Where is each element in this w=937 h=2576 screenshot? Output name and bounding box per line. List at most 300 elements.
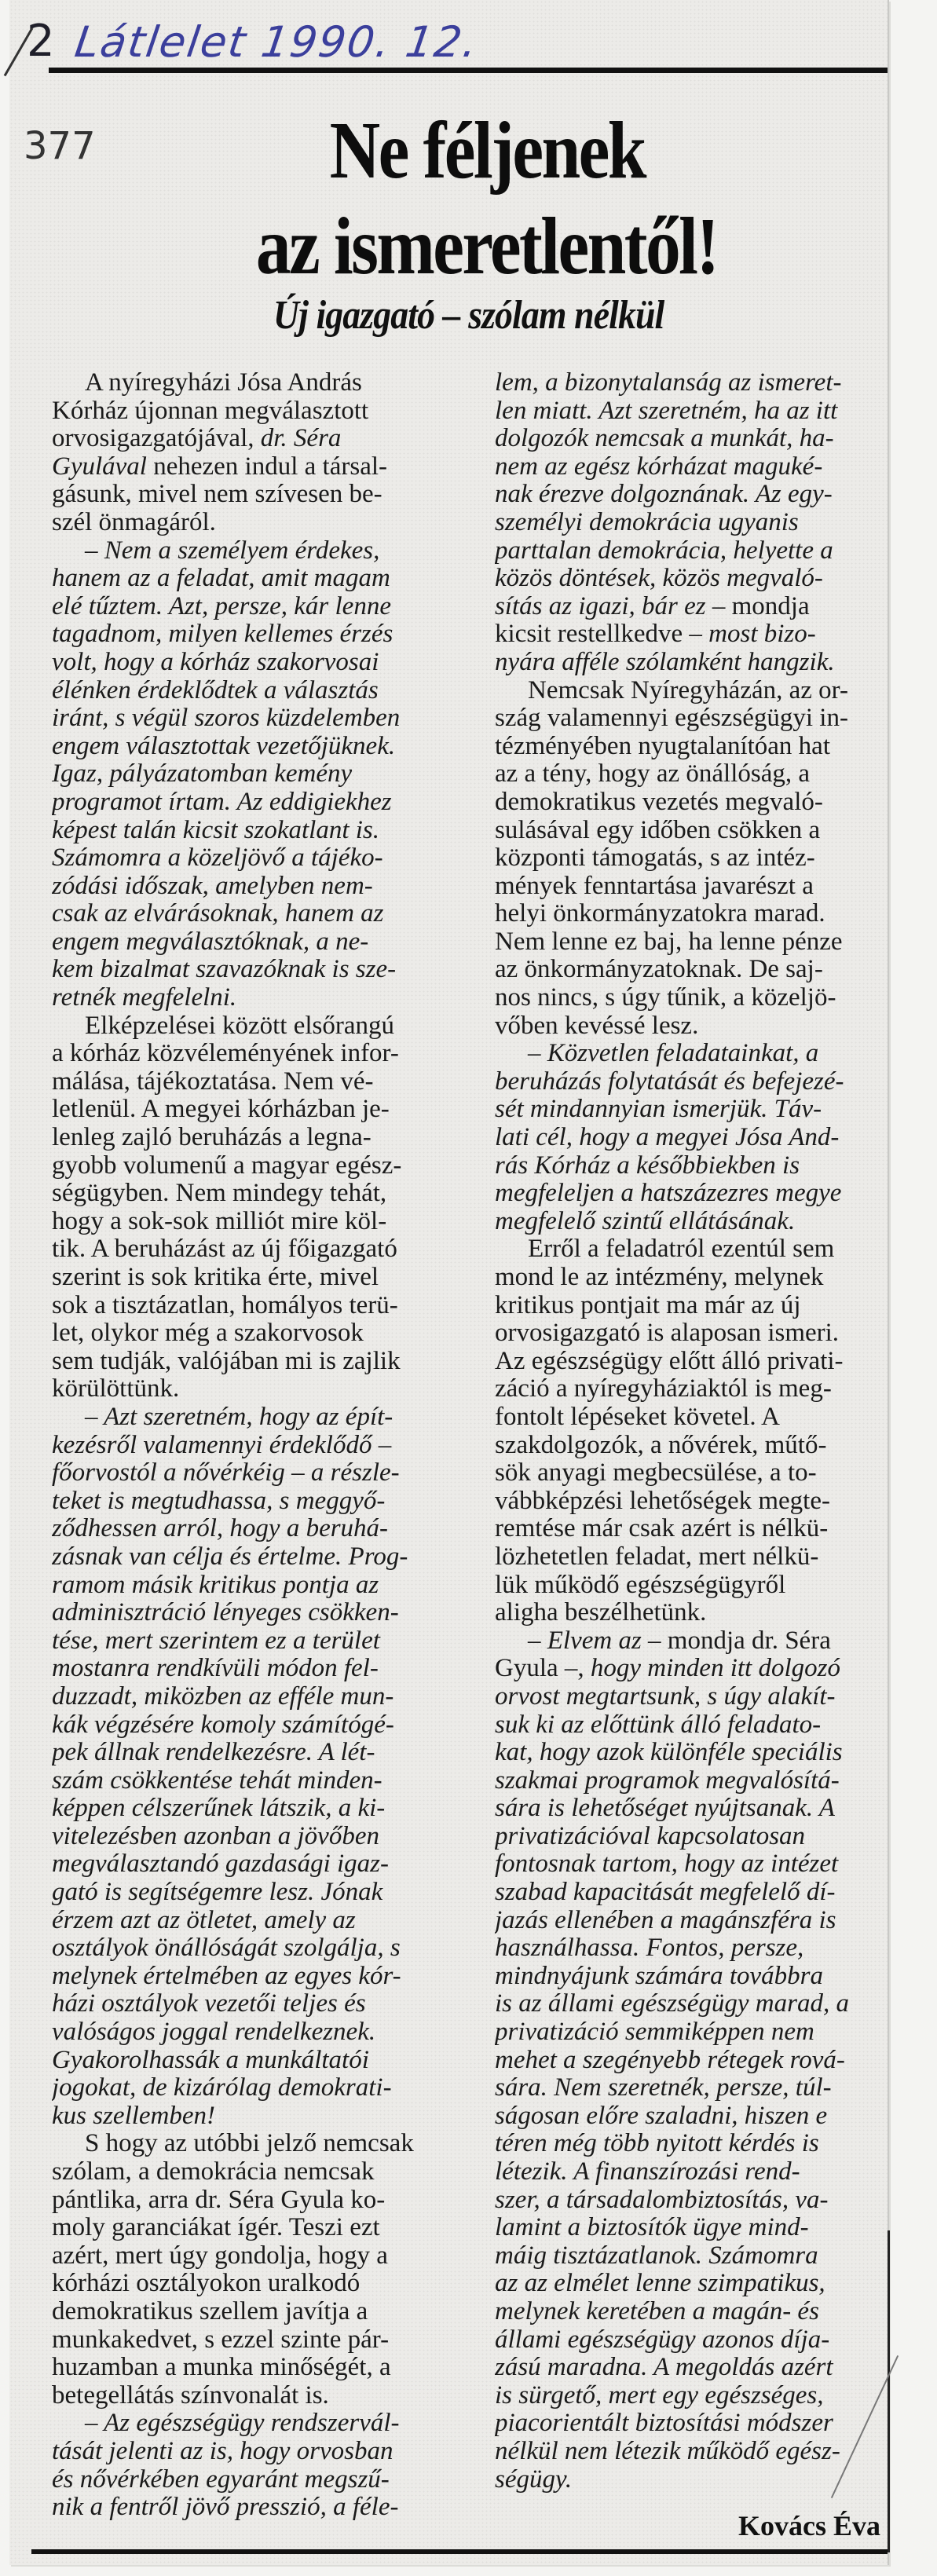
article-line-text: [52, 1963, 452, 1991]
article-line-text: [85, 369, 452, 397]
body-text: Az egészségügy előtt álló privati-: [495, 1347, 844, 1375]
article-line: [52, 1599, 452, 1627]
article-line-text: [528, 1235, 884, 1264]
body-text: tézményében nyugtalanítóan hat: [495, 732, 831, 760]
article-line-text: [85, 537, 452, 565]
italic-quote-text: képpen célszerűnek látszik, a ki-: [52, 1795, 386, 1823]
headline-line-2-wrap: [134, 201, 840, 291]
article-line: [495, 1515, 884, 1543]
article-line: [52, 2242, 452, 2270]
article-line-text: [52, 453, 452, 481]
article-line: [52, 1683, 452, 1711]
italic-quote-text: mostanra rendkívüli módon fel-: [52, 1655, 379, 1683]
article-line: [495, 2074, 884, 2102]
article-line: [495, 1711, 884, 1740]
article-line-text: [495, 928, 884, 957]
article-line: [495, 1963, 884, 1991]
italic-quote-text: – Az egészségügy rendszervál-: [85, 2410, 400, 2438]
article-line: [52, 2047, 452, 2075]
headline-line-2: az ismeretlentől!: [256, 201, 718, 291]
italic-quote-text: nak érezve dolgoznának. Az egy-: [495, 481, 833, 509]
italic-quote-text: iránt, s végül szoros küzdelemben: [52, 704, 401, 733]
article-line-text: [495, 2102, 884, 2131]
article-line-text: [52, 1375, 452, 1403]
italic-quote-text: Igaz, pályázatomban kemény: [52, 760, 353, 789]
article-line: [495, 873, 884, 901]
article-line: [495, 2130, 884, 2158]
article-line-text: [495, 1823, 884, 1851]
article-line-text: [52, 677, 452, 705]
article-line-text: [495, 509, 884, 537]
article-line-text: [495, 733, 884, 761]
article-line: [52, 593, 452, 621]
body-text: kicsit restellkedve –: [495, 620, 709, 649]
article-line: [52, 397, 452, 426]
article-line: [52, 1711, 452, 1740]
article-line: [495, 2438, 884, 2466]
italic-quote-text: privatizációval kapcsolatosan: [495, 1822, 806, 1850]
italic-quote-text: lem, a bizonytalanság az ismeret-: [495, 369, 842, 397]
article-line: [52, 1572, 452, 1600]
italic-quote-text: főorvostól a nővérkéig – a részle-: [52, 1459, 400, 1487]
article-line: [495, 369, 884, 397]
italic-quote-text: rás Kórház a későbbiekben is: [495, 1151, 800, 1180]
article-line: [52, 1627, 452, 1656]
article-line: [495, 704, 884, 733]
article-line: [52, 1879, 452, 1907]
article-line: [495, 1319, 884, 1348]
italic-quote-text: dr. Séra: [260, 425, 342, 453]
article-line: [495, 1627, 884, 1656]
article-line: [495, 2214, 884, 2242]
article-line-text: [52, 1850, 452, 1879]
body-text: szólam, a demokrácia nemcsak: [52, 2158, 375, 2186]
italic-quote-text: Számomra a közeljövő a tájéko-: [52, 844, 383, 873]
body-text: ségügyben. Nem mindegy tehát,: [52, 1180, 387, 1208]
article-line: [495, 1879, 884, 1907]
article-line-text: [495, 1907, 884, 1935]
italic-quote-text: melynek keretében a magán- és: [495, 2297, 819, 2325]
article-line-text: [495, 2382, 884, 2410]
body-text: orvosigazgató is alaposan ismeri.: [495, 1319, 840, 1348]
article-line-text: [52, 1739, 452, 1767]
article-line-text: [52, 1990, 452, 2018]
italic-quote-text: zásnak van célja és értelme. Prog-: [52, 1542, 408, 1571]
article-line-text: [495, 1599, 884, 1627]
article-line-text: [52, 817, 452, 845]
italic-quote-text: orvost megtartsunk, s úgy alakít-: [495, 1682, 836, 1711]
article-line-text: [495, 1348, 884, 1376]
article-line-text: [495, 844, 884, 873]
italic-quote-text: Gyulával: [52, 452, 147, 481]
article-line: [495, 1487, 884, 1516]
article-line: [495, 620, 884, 649]
article-line: [52, 677, 452, 705]
italic-quote-text: érzem azt az ötletet, amely az: [52, 1906, 356, 1934]
article-line: [495, 2018, 884, 2047]
body-text: Nemcsak Nyíregyházán, az or-: [528, 676, 848, 704]
body-text: Erről a feladatról ezentúl sem: [528, 1235, 835, 1264]
article-line: [495, 1459, 884, 1487]
article-line: [495, 425, 884, 453]
article-line: [495, 2186, 884, 2215]
body-text: lözhetetlen feladat, mert nélkü-: [495, 1542, 819, 1571]
article-line: [52, 956, 452, 984]
article-line-text: [495, 2047, 884, 2075]
article-line: [495, 760, 884, 789]
article-line: [495, 844, 884, 873]
italic-quote-text: teket is megtudhassa, s meggyő-: [52, 1487, 386, 1515]
article-line: [495, 1068, 884, 1096]
body-text: nos nincs, s úgy tűnik, a közeljö-: [495, 984, 836, 1012]
article-line-text: [52, 2074, 452, 2102]
article-line-text: [52, 2047, 452, 2075]
body-text: a kórház közvéleményének infor-: [52, 1040, 399, 1068]
body-text: szél önmagáról.: [52, 508, 216, 536]
article-line: [52, 2074, 452, 2102]
italic-quote-text: hogy minden itt dolgozó: [590, 1655, 840, 1683]
article-line: [495, 1040, 884, 1068]
body-text: kórházi osztályokon uralkodó: [52, 2270, 361, 2298]
article-line-text: [52, 425, 452, 453]
body-text: pántlika, arra dr. Séra Gyula ko-: [52, 2186, 386, 2214]
article-line: [52, 1795, 452, 1823]
article-line-text: [495, 1012, 884, 1041]
article-line: [495, 2270, 884, 2298]
article-line-text: [495, 1264, 884, 1292]
article-line-text: [52, 1208, 452, 1236]
article-line: [495, 1907, 884, 1935]
article-line: [495, 2047, 884, 2075]
article-line-text: [495, 565, 884, 593]
article-line: [495, 1795, 884, 1823]
article-line-text: [52, 1348, 452, 1376]
article-line-text: [52, 2102, 452, 2131]
right-border-rule: [888, 2230, 890, 2552]
body-text: lenleg zajló beruházás a legna-: [52, 1124, 372, 1152]
bottom-rule: [31, 2549, 888, 2554]
italic-quote-text: parttalan demokrácia, helyette a: [495, 536, 833, 565]
article-line: [52, 760, 452, 789]
article-line-text: [495, 2410, 884, 2438]
article-line: [52, 704, 452, 733]
article-line: [495, 817, 884, 845]
body-text: aligha beszélhetünk.: [495, 1599, 707, 1627]
italic-quote-text: programot írtam. Az eddigiekhez: [52, 788, 392, 816]
article-line: [52, 1823, 452, 1851]
article-line-text: [52, 900, 452, 928]
article-line-text: [52, 2158, 452, 2186]
italic-quote-text: osztályok önállóságát szolgálja, s: [52, 1934, 401, 1963]
italic-quote-text: zású maradna. A megoldás azért: [495, 2354, 833, 2382]
article-line: [495, 1096, 884, 1124]
article-line-text: [495, 1934, 884, 1963]
article-line-text: [495, 537, 884, 565]
article-line-text: [495, 1459, 884, 1487]
italic-quote-text: kat, hogy azok különféle speciális: [495, 1739, 843, 1767]
article-line-text: [495, 2242, 884, 2270]
italic-quote-text: hanem az a feladat, amit magam: [52, 565, 390, 593]
article-line-text: [52, 620, 452, 649]
body-text: szerint is sok kritika érte, mivel: [52, 1264, 379, 1291]
italic-quote-text: mindnyájunk számára továbbra: [495, 1962, 823, 1990]
article-line: [495, 481, 884, 509]
article-line: [495, 2158, 884, 2186]
italic-quote-text: szabad kapacitását megfelelő dí-: [495, 1879, 836, 1907]
italic-quote-text: ságosan előre szaladni, hiszen e: [495, 2102, 828, 2130]
article-line: [495, 1152, 884, 1180]
article-line-text: [495, 1879, 884, 1907]
article-line-text: [495, 1487, 884, 1516]
italic-quote-text: valóságos joggal rendelkeznek.: [52, 2018, 376, 2047]
article-line-text: [52, 984, 452, 1012]
article-line: [495, 565, 884, 593]
article-line-text: [495, 649, 884, 677]
article-line: [495, 677, 884, 705]
article-line-text: [495, 1515, 884, 1543]
italic-quote-text: tése, mert szerintem ez a terület: [52, 1626, 380, 1655]
italic-quote-text: és nővérkében egyaránt megszű-: [52, 2465, 390, 2494]
article-line: [52, 1124, 452, 1152]
article-line: [52, 1515, 452, 1543]
article-line-text: [528, 1627, 884, 1656]
body-text: betegellátás színvonalát is.: [52, 2381, 329, 2410]
article-line: [52, 1040, 452, 1068]
italic-quote-text: lamint a biztosítók ügye mind-: [495, 2214, 809, 2242]
article-line-text: [495, 1096, 884, 1124]
article-line-text: [52, 1515, 452, 1543]
article-line: [52, 1963, 452, 1991]
body-text: demokratikus szellem javítja a: [52, 2297, 368, 2325]
article-line-text: [495, 956, 884, 984]
body-text: gásunk, mivel nem szívesen be-: [52, 481, 382, 509]
italic-quote-text: nem az egész kórházat maguké-: [495, 452, 823, 481]
body-text: Gyula –,: [495, 1655, 591, 1683]
italic-quote-text: jazás ellenében a magánszféra is: [495, 1906, 836, 1934]
article-line-text: [52, 2354, 452, 2382]
article-line: [52, 1432, 452, 1460]
body-text: munkakedvet, s ezzel szinte pár-: [52, 2325, 390, 2354]
body-text: huzamban a munka minőségét, a: [52, 2354, 391, 2382]
article-line-text: [85, 1403, 452, 1432]
article-line: [495, 2382, 884, 2410]
italic-quote-text: nik a fentről jövő presszió, a féle-: [52, 2494, 399, 2522]
article-line: [495, 649, 884, 677]
article-line-text: [495, 760, 884, 789]
italic-quote-text: tagadnom, milyen kellemes érzés: [52, 620, 393, 649]
italic-quote-text: retnék megfelelni.: [52, 984, 237, 1012]
article-line: [495, 1934, 884, 1963]
article-line: [495, 1208, 884, 1236]
article-line-text: [495, 2018, 884, 2047]
italic-quote-text: kák végzésére komoly számítógé-: [52, 1711, 394, 1739]
article-line-text: [495, 2130, 884, 2158]
article-line-text: [528, 1040, 884, 1068]
article-line: [52, 537, 452, 565]
italic-quote-text: privatizáció semmiképpen nem: [495, 2018, 814, 2047]
article-line-text: [52, 1907, 452, 1935]
article-line-text: [52, 593, 452, 621]
article-line: [52, 1403, 452, 1432]
article-line: [52, 2270, 452, 2298]
article-line-text: [52, 1235, 452, 1264]
article-line-text: [495, 2214, 884, 2242]
body-text: Nem lenne ez baj, ha lenne pénze: [495, 928, 843, 956]
italic-quote-text: suk ki az előttünk álló feladato-: [495, 1711, 822, 1739]
article-line-text: [495, 1795, 884, 1823]
article-line: [495, 1432, 884, 1460]
article-line: [52, 984, 452, 1012]
italic-quote-text: is sürgető, mert egy egészséges,: [495, 2381, 824, 2410]
article-line-text: [495, 2438, 884, 2466]
article-line-text: [52, 760, 452, 789]
article-line-text: [495, 900, 884, 928]
article-line-text: [495, 1990, 884, 2018]
article-line: [52, 1487, 452, 1516]
article-line: [52, 1767, 452, 1795]
article-line-text: [495, 369, 884, 397]
article-line-text: [52, 928, 452, 957]
handwritten-source-date: Látlelet 1990. 12.: [71, 17, 482, 67]
italic-quote-text: közös döntések, közös megvaló-: [495, 565, 823, 593]
italic-quote-text: állami egészségügy azonos díja-: [495, 2325, 830, 2354]
article-line-text: [52, 1319, 452, 1348]
italic-quote-text: adminisztráció lényeges csökken-: [52, 1599, 399, 1627]
body-text: sok a tisztázatlan, homályos terü-: [52, 1291, 398, 1319]
article-line-text: [52, 2186, 452, 2215]
italic-quote-text: téren még több nyitott kérdés is: [495, 2130, 819, 2158]
italic-quote-text: használhassa. Fontos, persze,: [495, 1934, 804, 1963]
body-text: letlenül. A megyei kórházban je-: [52, 1096, 390, 1124]
article-line-text: [52, 1683, 452, 1711]
subtitle-wrap: [0, 292, 937, 338]
article-line: [495, 1012, 884, 1041]
italic-quote-text: Gyakorolhassák a munkáltatói: [52, 2046, 369, 2074]
article-line: [52, 1655, 452, 1683]
article-line-text: [52, 1432, 452, 1460]
italic-quote-text: ramom másik kritikus pontja az: [52, 1571, 379, 1599]
italic-quote-text: elé tűztem. Azt, persze, kár lenne: [52, 592, 391, 620]
article-line: [52, 1096, 452, 1124]
italic-quote-text: duzzadt, miközben az efféle mun-: [52, 1682, 394, 1711]
article-line-text: [495, 453, 884, 481]
article-line: [52, 1543, 452, 1572]
article-line-text: [495, 2354, 884, 2382]
article-line-text: [495, 1068, 884, 1096]
body-text: az a tény, hogy az önállóság, a: [495, 760, 811, 789]
italic-quote-text: házi osztályok vezetői teljes és: [52, 1990, 366, 2018]
article-line: [495, 1850, 884, 1879]
body-text: orvosigazgatójával,: [52, 425, 261, 453]
article-line: [495, 1767, 884, 1795]
italic-quote-text: zódási időszak, amelyben nem-: [52, 872, 373, 900]
article-line-text: [528, 677, 884, 705]
article-line-text: [52, 565, 452, 593]
article-line: [495, 2326, 884, 2355]
body-text: Elképzelései között elsőrangú: [85, 1012, 395, 1040]
article-line: [495, 1683, 884, 1711]
article-line-text: [495, 1543, 884, 1572]
article-line: [495, 537, 884, 565]
article-line-text: [495, 2074, 884, 2102]
italic-quote-text: lati cél, hogy a megyei Jósa And-: [495, 1124, 840, 1152]
article-line: [495, 453, 884, 481]
handwritten-reference-number: 377: [24, 124, 96, 168]
article-line: [52, 2354, 452, 2382]
article-line-text: [495, 1375, 884, 1403]
article-line-text: [52, 1124, 452, 1152]
article-line: [495, 2242, 884, 2270]
article-line: [495, 733, 884, 761]
italic-quote-text: kus szellemben!: [52, 2102, 216, 2130]
article-line: [495, 1599, 884, 1627]
article-line: [52, 1152, 452, 1180]
article-line-text: [52, 1459, 452, 1487]
body-text: demokratikus vezetés megvaló-: [495, 788, 823, 816]
italic-quote-text: tását jelenti az is, hogy orvosban: [52, 2437, 393, 2465]
italic-quote-text: megfelelő szintű ellátásának.: [495, 1207, 796, 1235]
article-line: [52, 1292, 452, 1320]
body-text: helyi önkormányzatokra marad.: [495, 900, 825, 928]
article-line-text: [52, 1655, 452, 1683]
article-line-text: [495, 397, 884, 426]
body-text: körülöttünk.: [52, 1375, 180, 1403]
article-line-text: [52, 1767, 452, 1795]
article-line-text: [52, 2242, 452, 2270]
article-line: [495, 1739, 884, 1767]
italic-quote-text: most bizo-: [708, 620, 816, 649]
article-line: [52, 2158, 452, 2186]
body-text: A nyíregyházi Jósa András: [85, 369, 362, 397]
italic-quote-text: engem választottak vezetőjüknek.: [52, 732, 396, 760]
article-line-text: [52, 1879, 452, 1907]
article-line: [52, 1934, 452, 1963]
article-line: [495, 593, 884, 621]
italic-quote-text: – Azt szeretném, hogy az épít-: [85, 1403, 393, 1431]
article-line-text: [495, 817, 884, 845]
article-line-text: [495, 1739, 884, 1767]
article-line: [52, 873, 452, 901]
article-line: [495, 2298, 884, 2326]
body-text: szág valamennyi egészségügyi in-: [495, 704, 848, 733]
article-line: [495, 1572, 884, 1600]
body-text: let, olykor még a szakorvosok: [52, 1319, 364, 1348]
article-line: [52, 2438, 452, 2466]
article-line-text: [495, 1572, 884, 1600]
article-line: [52, 2018, 452, 2047]
italic-quote-text: dolgozók nemcsak a munkát, ha-: [495, 425, 834, 453]
article-line-text: [495, 2270, 884, 2298]
italic-quote-text: képest talán kicsit szokatlant is.: [52, 816, 380, 844]
article-line-text: [495, 1683, 884, 1711]
article-line: [495, 984, 884, 1012]
article-line-text: [495, 1655, 884, 1683]
article-line-text: [495, 1767, 884, 1795]
body-text: sök anyagi megbecsülése, a to-: [495, 1459, 817, 1487]
body-text: hogy a sok-sok milliót mire köl-: [52, 1207, 387, 1235]
article-line: [495, 1990, 884, 2018]
italic-quote-text: ségügy.: [495, 2465, 573, 2494]
article-line-text: [52, 956, 452, 984]
article-line: [52, 2410, 452, 2438]
article-line: [495, 509, 884, 537]
italic-quote-text: élénken érdeklődtek a választás: [52, 676, 379, 704]
article-line: [495, 956, 884, 984]
article-line-text: [495, 1403, 884, 1432]
body-text: nehezen indul a társal-: [146, 452, 387, 481]
article-line: [52, 900, 452, 928]
article-line: [52, 928, 452, 957]
